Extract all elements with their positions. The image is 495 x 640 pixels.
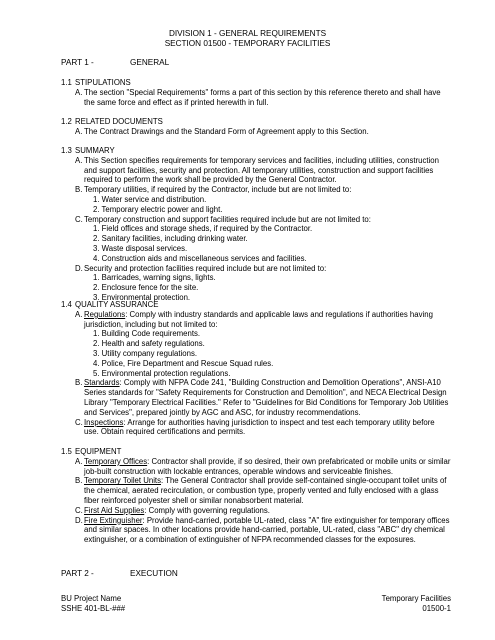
list-item: 1. Water service and distribution. (93, 194, 207, 204)
section-1-5 (61, 447, 451, 545)
paragraph-text: Temporary construction and support facilities required include but are not limited to: (84, 214, 371, 224)
paragraph-text: The Contract Drawings and the Standard Form of Agreement apply to this Section. (84, 126, 369, 136)
section-title-text: STIPULATIONS (75, 78, 131, 87)
paragraph-text: : Contractor shall provide, if so desired, their own prefabricated or mobile units or similar job-built construction with lockable entrances, operable windows and serviceable finishes. (84, 456, 451, 476)
paragraph-a (61, 457, 451, 477)
paragraph-letter: C. (75, 214, 83, 224)
section-title (61, 146, 451, 156)
paragraph-letter: A. (75, 155, 83, 165)
section-title-text: RELATED DOCUMENTS (75, 117, 163, 126)
paragraph-c (61, 215, 451, 225)
list-item: 1. Building Code requirements. (93, 329, 201, 339)
section-heading: SECTION 01500 - TEMPORARY FACILITIES (164, 39, 331, 48)
list-item: 4. Construction aids and miscellaneous services and facilities. (93, 253, 307, 263)
paragraph-letter: C. (75, 505, 83, 515)
paragraph-a (61, 310, 451, 330)
paragraph-text: : Comply with industry standards and applicable laws and regulations if authorities having jurisdiction, including but not limited to: (84, 309, 433, 329)
list-item: 3. Utility company regulations. (93, 348, 198, 358)
paragraph-d (61, 516, 451, 545)
footer-section-title: Temporary Facilities (381, 594, 451, 603)
section-title (61, 300, 451, 310)
paragraph-d (61, 264, 451, 274)
section-title-text: EQUIPMENT (75, 447, 122, 456)
paragraph-letter: C. (75, 417, 83, 427)
section-number: 1.1 (61, 78, 72, 87)
section-title (61, 447, 451, 457)
paragraph-term: Inspections (84, 417, 124, 427)
section-title (61, 78, 451, 88)
paragraph-term: First Aid Supplies (84, 505, 145, 515)
paragraph-letter: D. (75, 515, 83, 525)
list-item: 2. Health and safety regulations. (93, 339, 205, 349)
paragraph-term: Fire Extinguisher (84, 515, 143, 525)
paragraph-term: Temporary Toilet Units (84, 476, 161, 486)
footer-page-number: 01500-1 (422, 604, 451, 613)
paragraph-term: Standards (84, 378, 120, 388)
list-item: 1. Barricades, warning signs, lights. (93, 273, 216, 283)
paragraph-letter: B. (75, 378, 83, 388)
paragraph-c (61, 418, 451, 438)
paragraph-c (61, 506, 451, 516)
section-1-1 (61, 78, 451, 107)
paragraph-letter: D. (75, 263, 83, 273)
list-item: 2. Enclosure fence for the site. (93, 283, 199, 293)
paragraph-a (61, 88, 451, 108)
part-title: EXECUTION (130, 569, 178, 578)
section-title (61, 117, 451, 127)
paragraph-text: Temporary utilities, if required by the Contractor, include but are not limited to: (84, 185, 352, 195)
paragraph-letter: A. (75, 309, 83, 319)
section-1-4 (61, 300, 451, 437)
list-item: 2. Sanitary facilities, including drinking water. (93, 234, 248, 244)
section-number: 1.4 (61, 300, 72, 309)
paragraph-term: Regulations (84, 309, 126, 319)
footer-project-name: BU Project Name (61, 594, 122, 603)
section-number: 1.5 (61, 447, 72, 456)
paragraph-b (61, 185, 451, 195)
part-number: PART 2 - (61, 569, 94, 578)
paragraph-text: This Section specifies requirements for temporary services and facilities, including utilities, construction and support facilities, security and protection. All temporary utilities, construction and support facilities required to perform the work shall be provided by the General Contractor. (84, 155, 439, 185)
paragraph-b (61, 378, 451, 417)
part-1-heading (61, 58, 169, 68)
paragraph-text: : Arrange for authorities having jurisdiction to inspect and test each temporary utility before use. Obtain required certifications and permits. (84, 417, 435, 437)
part-title: GENERAL (130, 58, 170, 67)
section-1-2 (61, 117, 451, 137)
list-item: 2. Temporary electric power and light. (93, 204, 223, 214)
list-item: 1. Field offices and storage sheds, if required by the Contractor. (93, 224, 313, 234)
paragraph-letter: B. (75, 185, 83, 195)
list-item: 3. Waste disposal services. (93, 243, 188, 253)
paragraph-letter: A. (75, 126, 83, 136)
part-2-heading (61, 569, 178, 579)
paragraph-text: The section "Special Requirements" forms a part of this section by this reference thereto and shall have the same force and effect as if printed herewith in full. (84, 87, 441, 107)
paragraph-a (61, 156, 451, 185)
paragraph-text: : Comply with NFPA Code 241, "Building Construction and Demolition Operations", ANSI-A10 Series standards for "Safety Requirements for Construction and Demolition", and NECA Electrical Design Library "Temporary Electrical Facilities." Refer to "Guidelines for Bid Conditions for Temporary Job Utilities and Services", prepared jointly by AGC and ASC, for industry recommendations. (84, 378, 449, 417)
paragraph-b (61, 476, 451, 505)
paragraph-letter: A. (75, 456, 83, 466)
paragraph-letter: A. (75, 87, 83, 97)
section-number: 1.2 (61, 117, 72, 126)
list-item: 4. Police, Fire Department and Rescue Squad rules. (93, 358, 274, 368)
paragraph-a (61, 127, 451, 137)
footer-document-number: SSHE 401-BL-### (61, 604, 126, 613)
part-number: PART 1 - (61, 58, 94, 67)
paragraph-text: : Provide hand-carried, portable UL-rated, class "A" fire extinguisher for temporary offices and similar spaces. In other locations provide hand-carried, portable, UL-rated, class "ABC" dry chemical extinguisher, or a combination of extinguisher of NFPA recommended classes for the exposures. (84, 515, 450, 545)
paragraph-text: : Comply with governing regulations. (144, 505, 270, 515)
section-title-text: SUMMARY (75, 146, 115, 155)
paragraph-text: Security and protection facilities required include but are not limited to: (84, 263, 327, 273)
section-title-text: QUALITY ASSURANCE (75, 300, 159, 309)
paragraph-text: : The General Contractor shall provide self-contained single-occupant toilet units of the chemical, aerated recirculation, or combustion type, properly vented and fully enclosed with a glass fiber reinforced polyester shell or similar nonabsorbent material. (84, 476, 447, 505)
paragraph-term: Temporary Offices (84, 456, 148, 466)
division-heading: DIVISION 1 - GENERAL REQUIREMENTS (168, 29, 327, 38)
list-item: 5. Environmental protection regulations. (93, 368, 231, 378)
paragraph-letter: B. (75, 476, 83, 486)
section-number: 1.3 (61, 146, 72, 155)
section-1-3 (61, 146, 451, 303)
list-item: 3. Environmental protection. (93, 292, 191, 302)
